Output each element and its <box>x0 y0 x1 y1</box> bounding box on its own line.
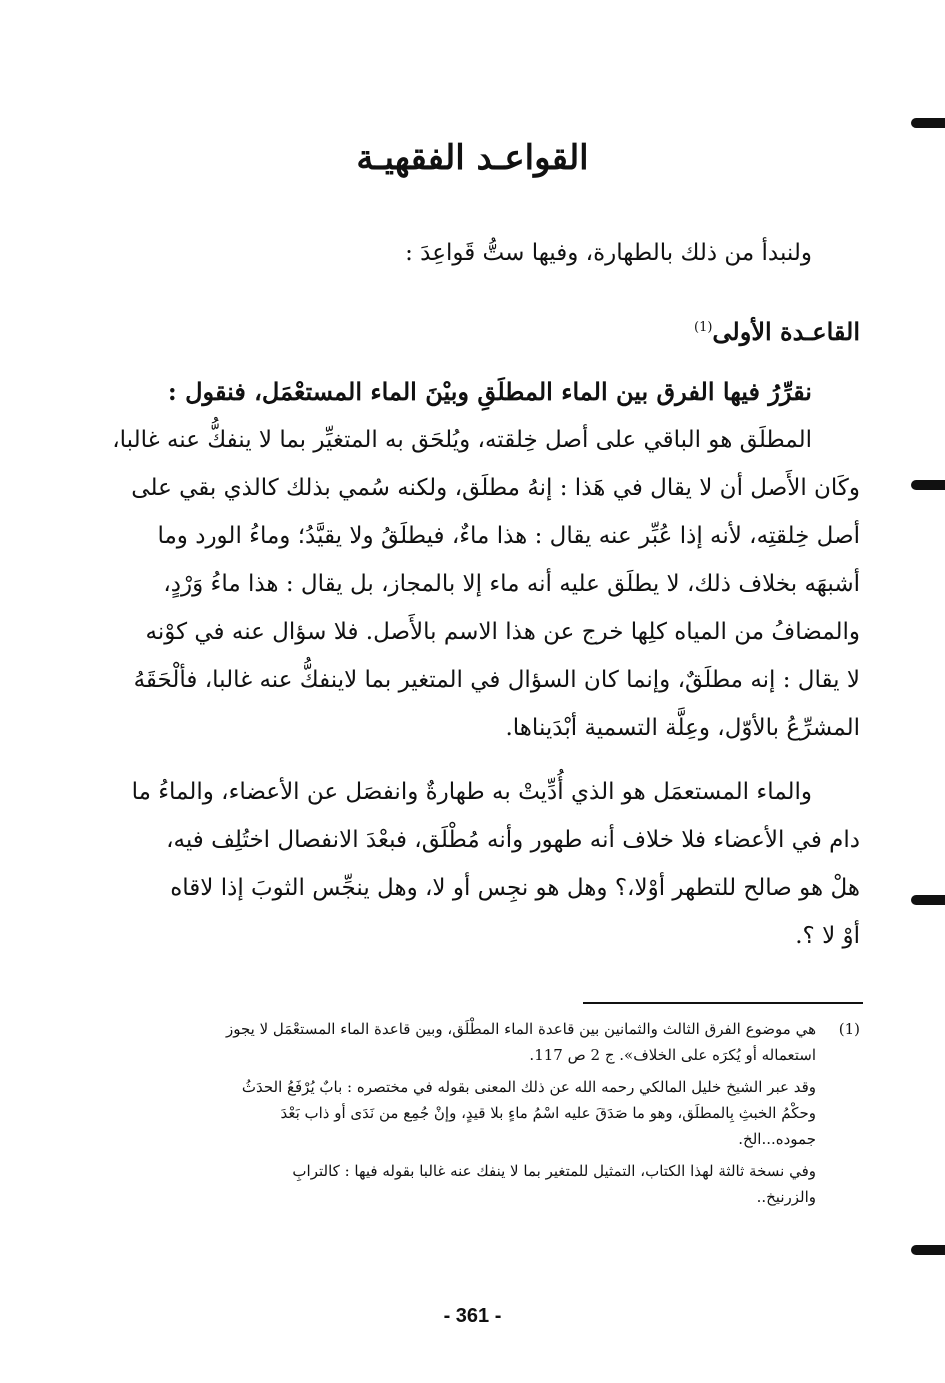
text-line: أصل خِلقتِه، لأنه إذا عُبِّر عنه يقال : هذا ماءٌ، فيطلَقُ ولا يقيَّدُ؛ وماءُ الورد وما <box>157 523 860 549</box>
rule-heading-label: القاعـدة الأولى <box>712 317 860 346</box>
text-line: المشرِّعُ بالأوّل، وعِلَّة التسمية أبْدَيناها. <box>505 715 860 741</box>
footnote-separator <box>583 1002 863 1004</box>
text-line: هلْ هو صالح للتطهر أوْلا،؟ وهل هو نجِس أو لا، وهل ينجِّس الثوبَ إذا لاقاه <box>170 875 860 901</box>
page-number: - 361 - <box>443 1305 502 1327</box>
footnote-line: جموده...الخ. <box>738 1130 816 1148</box>
rule-heading <box>108 306 860 354</box>
footnote-continuation <box>108 1074 860 1152</box>
text-line: أشبهَه بخلاف ذلك، لا يطلَق عليه أنه ماء إلا بالمجاز، بل يقال : هذا ماءُ وَرْدٍ، <box>163 571 860 597</box>
footnote-1 <box>108 1016 860 1068</box>
text-line: أوْ لا ؟. <box>795 923 860 949</box>
text-line: والماء المستعمَل هو الذي أُدِّيتْ به طهارةٌ وانفصَل عن الأعضاء، والماءُ ما <box>131 779 812 805</box>
page-title: القواعـد الفقهيـة <box>356 138 589 178</box>
footnote-line: وفي نسخة ثالثة لهذا الكتاب، التمثيل للمتغير بما لا ينفك عنه غالبا بقوله فيها : كالترابِ <box>292 1162 816 1180</box>
text-line: المطلَق هو الباقي على أصل خِلقته، ويُلحَق به المتغيِّر بما لا ينفكُّ عنه غالبا، <box>112 427 812 453</box>
text-line: والمضافُ من المياه كلِها خرج عن هذا الاسم بالأَصل. فلا سؤال عنه في كوْنه <box>145 619 860 645</box>
footnote-reference: (1) <box>693 320 713 335</box>
footnote-line: وقد عبر الشيخ خليل المالكي رحمه الله عن ذلك المعنى بقوله في مختصره : بابٌ يُرْفَعُ الحدَثُ <box>241 1078 816 1096</box>
text-line: لا يقال : إنه مطلَقٌ، وإنما كان السؤال في المتغير بما لاينفكُّ عنه غالبا، فألْحَقَهُ <box>133 667 860 693</box>
footnote-continuation <box>108 1158 860 1210</box>
text-line: دام في الأعضاء فلا خلاف أنه طهور وأنه مُطْلَق، فبعْدَ الانفصال اختُلِف فيه، <box>166 827 860 853</box>
paragraph-1 <box>108 416 860 752</box>
footnote-line: والزرنيخ.. <box>756 1188 816 1206</box>
page-edge-mark <box>911 895 945 905</box>
footnote-number: (1) <box>838 1020 860 1038</box>
footnote-line: وحكْمُ الخبثِ بِالمطلَق، وهو ما صَدَقَ عليه اسْمُ ماءٍ بلا قيدٍ، وإنْ جُمِع من نَدَى أو ذاب بَعْدَ <box>280 1104 816 1122</box>
footnotes <box>108 1016 860 1210</box>
intro-text: ولنبدأ من ذلك بالطهارة، وفيها ستُّ قَواعِدَ : <box>405 240 812 266</box>
page-edge-mark <box>911 480 945 490</box>
footnote-line: هي موضوع الفرق الثالث والثمانين بين قاعدة الماء المطْلَق، وبين قاعدة الماء المستعْمَل لا يجوز <box>225 1020 816 1038</box>
text-line: وكَان الأَصل أن لا يقال في هَذا : إنهُ مطلَق، ولكنه سُمي بذلك كالذي بقي على <box>131 475 860 501</box>
rule-statement: نقرِّرُ فيها الفرق بين الماء المطلَقِ وبيْنَ الماء المستعْمَل، فنقول : <box>167 377 812 406</box>
page-edge-mark <box>911 118 945 128</box>
paragraph-2 <box>108 768 860 960</box>
page-edge-mark <box>911 1245 945 1255</box>
footnote-line: استعماله أو يُكرَه على الخلاف». ج 2 ص 117. <box>529 1046 816 1064</box>
